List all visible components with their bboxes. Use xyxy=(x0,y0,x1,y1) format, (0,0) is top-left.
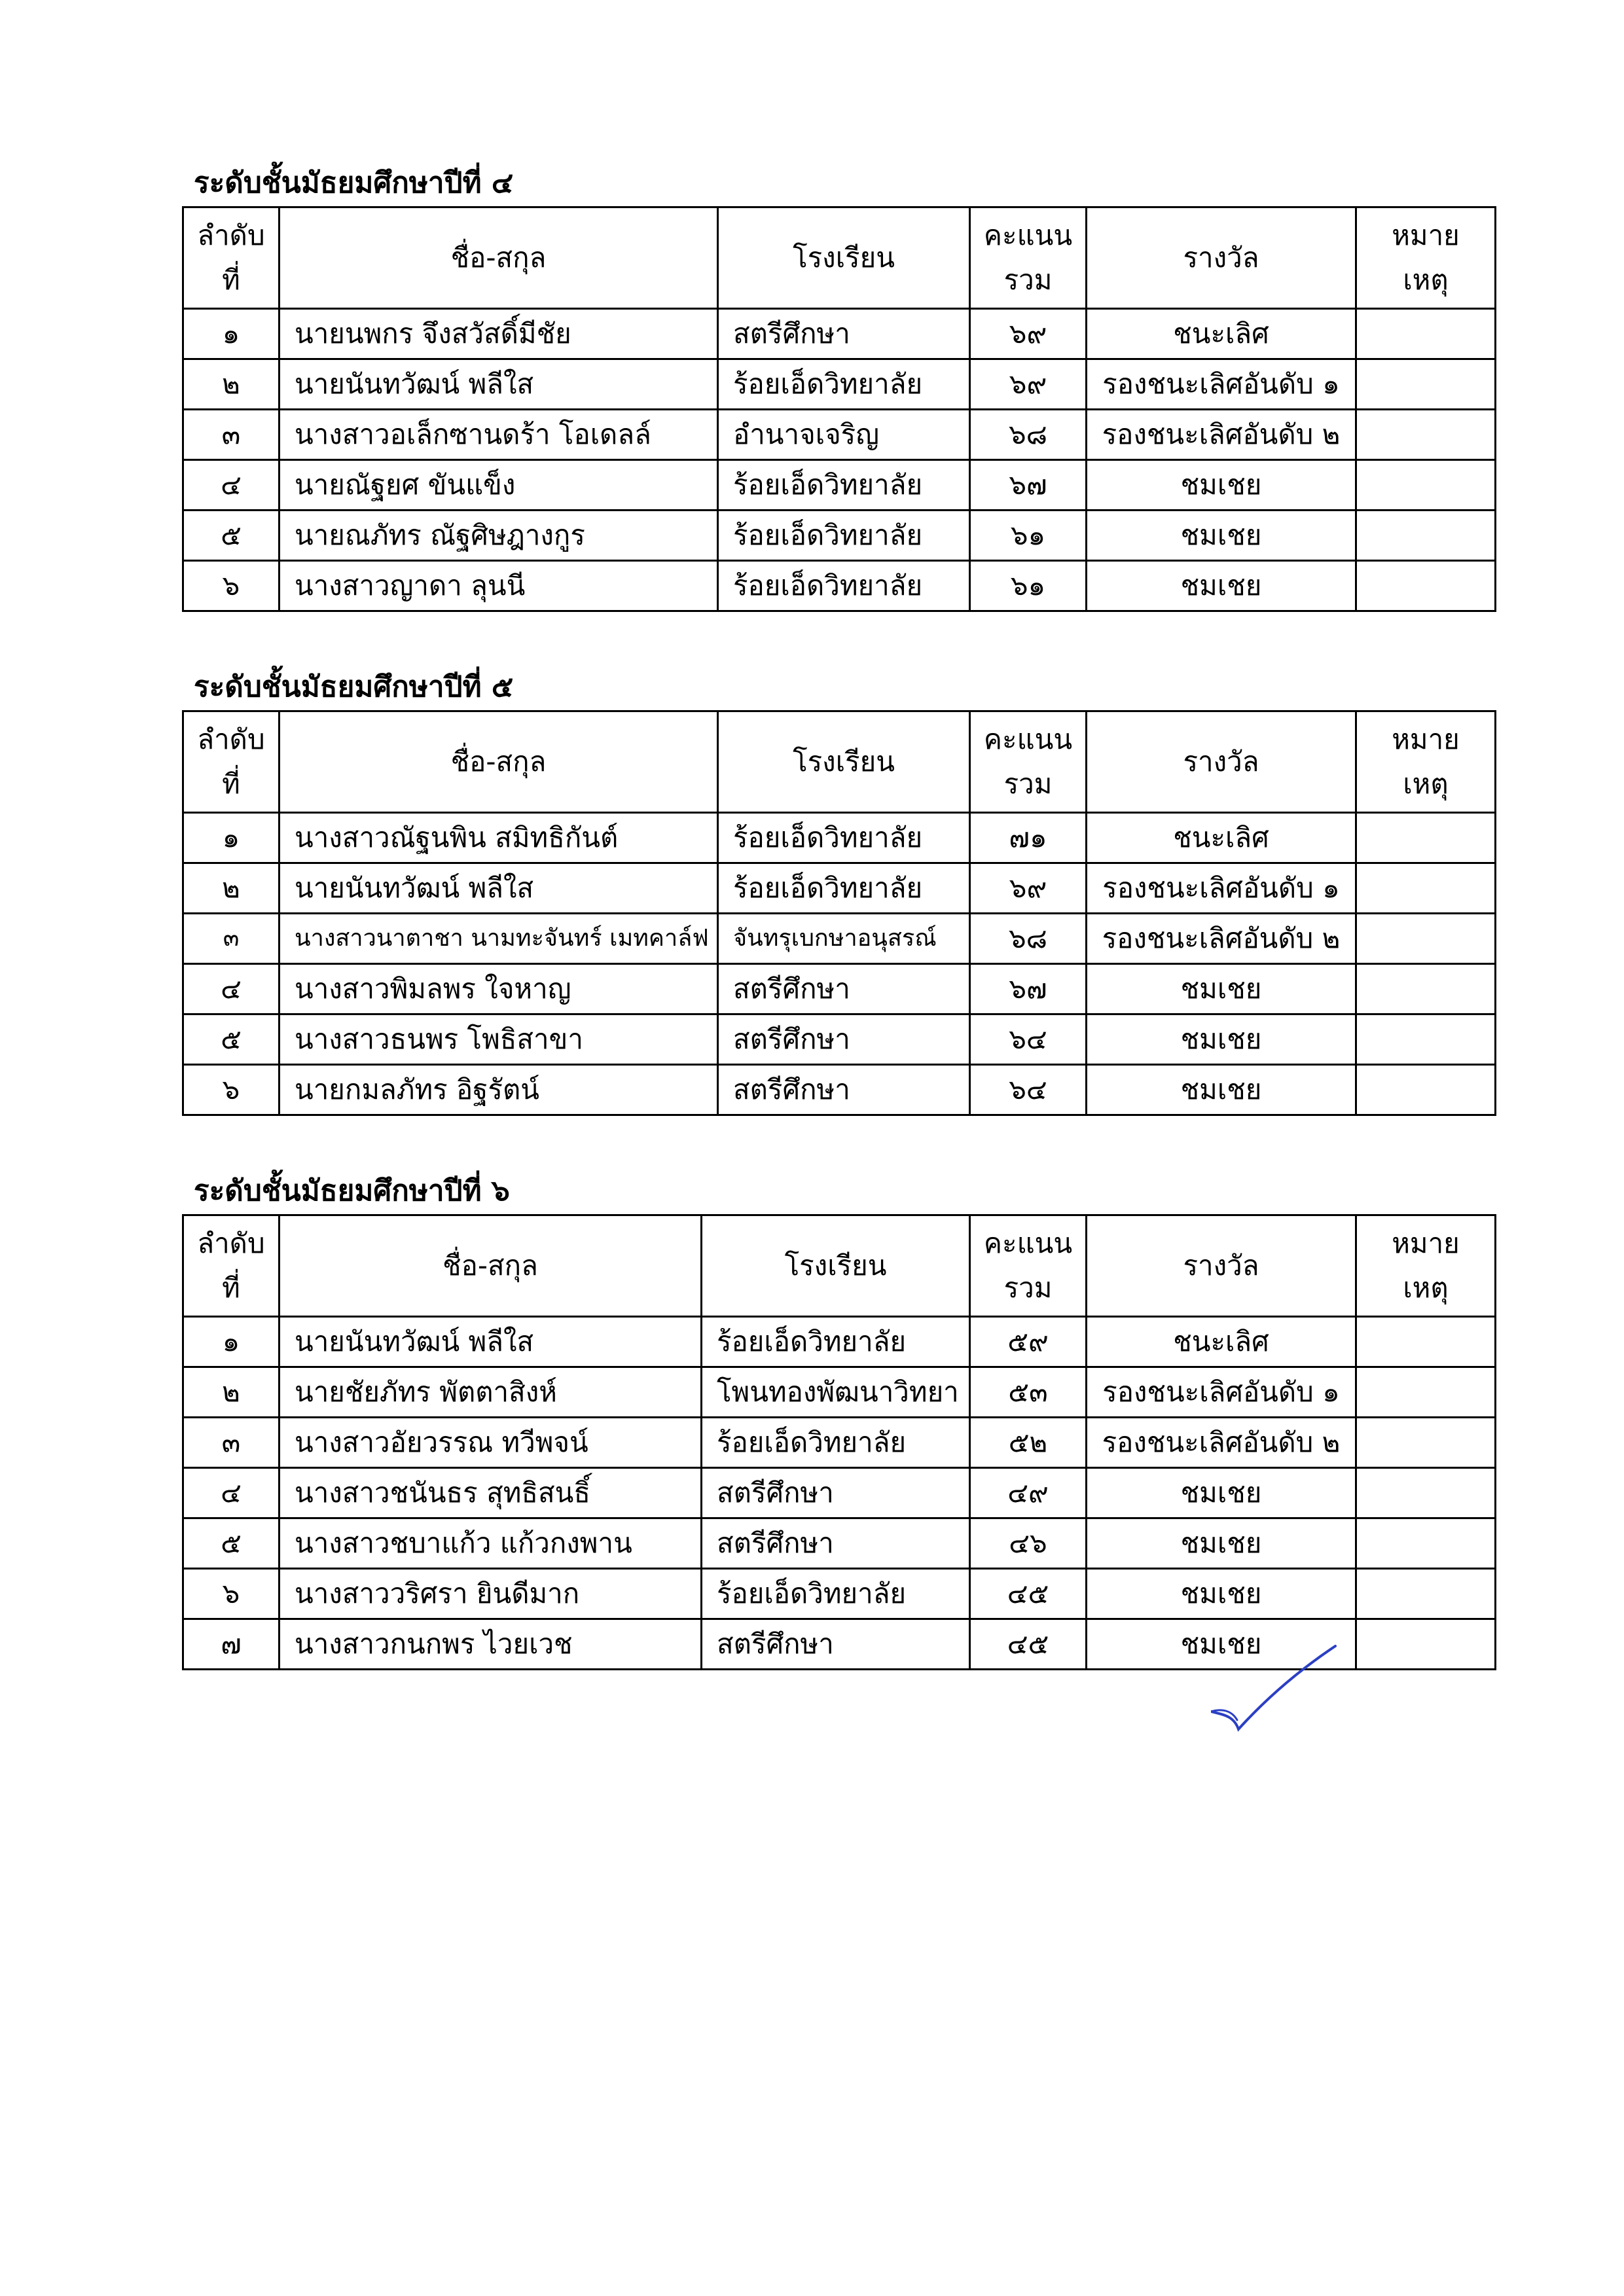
total-score-cell: ๖๗ xyxy=(970,460,1087,511)
header-school: โรงเรียน xyxy=(718,711,970,813)
note-cell xyxy=(1356,813,1496,863)
school-name-cell: สตรีศึกษา xyxy=(718,964,970,1014)
note-cell xyxy=(1356,1518,1496,1569)
award-cell: ชมเชย xyxy=(1087,1065,1356,1115)
note-cell xyxy=(1356,359,1496,410)
note-cell xyxy=(1356,1418,1496,1468)
row-number-cell: ๖ xyxy=(183,1065,280,1115)
header-award: รางวัล xyxy=(1087,207,1356,309)
row-number-cell: ๑ xyxy=(183,309,280,359)
row-number-cell: ๔ xyxy=(183,964,280,1014)
student-name-cell: นายนพกร จึงสวัสดิ์มีชัย xyxy=(280,309,718,359)
row-number-cell: ๒ xyxy=(183,359,280,410)
school-name-cell: สตรีศึกษา xyxy=(702,1518,970,1569)
total-score-cell: ๕๓ xyxy=(970,1367,1087,1418)
total-score-cell: ๖๘ xyxy=(970,410,1087,460)
student-name-cell: นายกมลภัทร อิฐรัตน์ xyxy=(280,1065,718,1115)
student-name-cell: นายชัยภัทร พัตตาสิงห์ xyxy=(280,1367,702,1418)
student-name-cell: นางสาววริศรา ยินดีมาก xyxy=(280,1569,702,1619)
student-name-cell: นายณัฐยศ ขันแข็ง xyxy=(280,460,718,511)
student-name-cell: นางสาวธนพร โพธิสาขา xyxy=(280,1014,718,1065)
total-score-cell: ๖๔ xyxy=(970,1065,1087,1115)
table-row xyxy=(183,1065,1496,1115)
award-cell: ชนะเลิศ xyxy=(1087,813,1356,863)
total-score-cell: ๔๖ xyxy=(970,1518,1087,1569)
school-name-cell: ร้อยเอ็ดวิทยาลัย xyxy=(718,813,970,863)
note-cell xyxy=(1356,863,1496,914)
school-name-cell: ร้อยเอ็ดวิทยาลัย xyxy=(718,460,970,511)
handwritten-checkmark-icon xyxy=(1211,1643,1342,1741)
section-m5 xyxy=(182,664,1494,1116)
row-number-cell: ๕ xyxy=(183,1518,280,1569)
award-cell: รองชนะเลิศอันดับ ๑ xyxy=(1087,1367,1356,1418)
header-school: โรงเรียน xyxy=(702,1215,970,1317)
award-cell: ชมเชย xyxy=(1087,511,1356,561)
total-score-cell: ๖๗ xyxy=(970,964,1087,1014)
total-score-cell: ๖๙ xyxy=(970,863,1087,914)
header-award: รางวัล xyxy=(1087,711,1356,813)
note-cell xyxy=(1356,1619,1496,1670)
award-cell: รองชนะเลิศอันดับ ๑ xyxy=(1087,863,1356,914)
student-name-cell: นางสาวนาตาชา นามทะจันทร์ เมทคาล์ฟ xyxy=(280,914,718,964)
table-header-row xyxy=(183,1215,1496,1317)
row-number-cell: ๖ xyxy=(183,561,280,611)
school-name-cell: ร้อยเอ็ดวิทยาลัย xyxy=(702,1317,970,1367)
table-row xyxy=(183,309,1496,359)
student-name-cell: นายนันทวัฒน์ พลีใส xyxy=(280,359,718,410)
note-cell xyxy=(1356,309,1496,359)
header-name: ชื่อ-สกุล xyxy=(280,207,718,309)
note-cell xyxy=(1356,511,1496,561)
total-score-cell: ๗๑ xyxy=(970,813,1087,863)
header-note: หมาย เหตุ xyxy=(1356,1215,1496,1317)
student-name-cell: นางสาวชบาแก้ว แก้วกงพาน xyxy=(280,1518,702,1569)
award-cell: ชมเชย xyxy=(1087,1569,1356,1619)
note-cell xyxy=(1356,1367,1496,1418)
note-cell xyxy=(1356,964,1496,1014)
award-cell: ชมเชย xyxy=(1087,460,1356,511)
row-number-cell: ๓ xyxy=(183,1418,280,1468)
note-cell xyxy=(1356,1014,1496,1065)
student-name-cell: นายณภัทร ณัฐศิษฎางกูร xyxy=(280,511,718,561)
table-row xyxy=(183,1317,1496,1367)
award-cell: ชนะเลิศ xyxy=(1087,309,1356,359)
row-number-cell: ๓ xyxy=(183,914,280,964)
student-name-cell: นางสาวญาดา ลุนนี xyxy=(280,561,718,611)
award-cell: ชมเชย xyxy=(1087,1518,1356,1569)
student-name-cell: นางสาวพิมลพร ใจหาญ xyxy=(280,964,718,1014)
school-name-cell: ร้อยเอ็ดวิทยาลัย xyxy=(702,1418,970,1468)
header-name: ชื่อ-สกุล xyxy=(280,711,718,813)
header-note: หมาย เหตุ xyxy=(1356,207,1496,309)
row-number-cell: ๔ xyxy=(183,1468,280,1518)
table-row xyxy=(183,410,1496,460)
table-row xyxy=(183,1367,1496,1418)
student-name-cell: นางสาวอัยวรรณ ทวีพจน์ xyxy=(280,1418,702,1468)
award-cell: รองชนะเลิศอันดับ ๑ xyxy=(1087,359,1356,410)
total-score-cell: ๖๑ xyxy=(970,561,1087,611)
student-name-cell: นายนันทวัฒน์ พลีใส xyxy=(280,1317,702,1367)
total-score-cell: ๔๕ xyxy=(970,1569,1087,1619)
header-note: หมาย เหตุ xyxy=(1356,711,1496,813)
total-score-cell: ๔๙ xyxy=(970,1468,1087,1518)
results-table xyxy=(182,206,1496,612)
header-score: คะแนน รวม xyxy=(970,711,1087,813)
total-score-cell: ๔๕ xyxy=(970,1619,1087,1670)
award-cell: ชมเชย xyxy=(1087,964,1356,1014)
award-cell: ชมเชย xyxy=(1087,561,1356,611)
student-name-cell: นางสาวชนันธร สุทธิสนธิ์ xyxy=(280,1468,702,1518)
school-name-cell: ร้อยเอ็ดวิทยาลัย xyxy=(718,561,970,611)
award-cell: ชนะเลิศ xyxy=(1087,1317,1356,1367)
table-row xyxy=(183,1569,1496,1619)
section-title: ระดับชั้นมัธยมศึกษาปีที่ ๖ xyxy=(194,1174,510,1208)
row-number-cell: ๓ xyxy=(183,410,280,460)
section-title: ระดับชั้นมัธยมศึกษาปีที่ ๔ xyxy=(194,166,514,200)
award-cell: ชมเชย xyxy=(1087,1468,1356,1518)
row-number-cell: ๖ xyxy=(183,1569,280,1619)
row-number-cell: ๑ xyxy=(183,813,280,863)
row-number-cell: ๕ xyxy=(183,1014,280,1065)
student-name-cell: นางสาวณัฐนพิน สมิทธิกันต์ xyxy=(280,813,718,863)
total-score-cell: ๖๙ xyxy=(970,309,1087,359)
award-cell: ชมเชย xyxy=(1087,1619,1356,1670)
note-cell xyxy=(1356,1569,1496,1619)
award-cell: รองชนะเลิศอันดับ ๒ xyxy=(1087,914,1356,964)
table-row xyxy=(183,813,1496,863)
total-score-cell: ๕๙ xyxy=(970,1317,1087,1367)
table-row xyxy=(183,359,1496,410)
section-m4 xyxy=(182,160,1494,612)
school-name-cell: อำนาจเจริญ xyxy=(718,410,970,460)
section-title: ระดับชั้นมัธยมศึกษาปีที่ ๕ xyxy=(194,670,514,704)
table-row xyxy=(183,561,1496,611)
note-cell xyxy=(1356,1065,1496,1115)
school-name-cell: สตรีศึกษา xyxy=(718,1065,970,1115)
header-name: ชื่อ-สกุล xyxy=(280,1215,702,1317)
note-cell xyxy=(1356,561,1496,611)
award-cell: รองชนะเลิศอันดับ ๒ xyxy=(1087,1418,1356,1468)
school-name-cell: ร้อยเอ็ดวิทยาลัย xyxy=(718,511,970,561)
school-name-cell: สตรีศึกษา xyxy=(702,1619,970,1670)
school-name-cell: จันทรุเบกษาอนุสรณ์ xyxy=(718,914,970,964)
row-number-cell: ๕ xyxy=(183,511,280,561)
table-header-row xyxy=(183,207,1496,309)
note-cell xyxy=(1356,410,1496,460)
table-row xyxy=(183,863,1496,914)
header-order: ลำดับ ที่ xyxy=(183,207,280,309)
table-row xyxy=(183,1518,1496,1569)
row-number-cell: ๒ xyxy=(183,863,280,914)
student-name-cell: นางสาวอเล็กซานดร้า โอเดลล์ xyxy=(280,410,718,460)
school-name-cell: สตรีศึกษา xyxy=(718,1014,970,1065)
total-score-cell: ๖๘ xyxy=(970,914,1087,964)
table-row xyxy=(183,914,1496,964)
header-school: โรงเรียน xyxy=(718,207,970,309)
student-name-cell: นายนันทวัฒน์ พลีใส xyxy=(280,863,718,914)
award-cell: รองชนะเลิศอันดับ ๒ xyxy=(1087,410,1356,460)
student-name-cell: นางสาวกนกพร ไวยเวช xyxy=(280,1619,702,1670)
table-row xyxy=(183,1468,1496,1518)
school-name-cell: ร้อยเอ็ดวิทยาลัย xyxy=(702,1569,970,1619)
header-order: ลำดับ ที่ xyxy=(183,1215,280,1317)
total-score-cell: ๕๒ xyxy=(970,1418,1087,1468)
header-score: คะแนน รวม xyxy=(970,1215,1087,1317)
row-number-cell: ๑ xyxy=(183,1317,280,1367)
school-name-cell: สตรีศึกษา xyxy=(702,1468,970,1518)
row-number-cell: ๒ xyxy=(183,1367,280,1418)
note-cell xyxy=(1356,914,1496,964)
results-table xyxy=(182,710,1496,1116)
note-cell xyxy=(1356,1317,1496,1367)
row-number-cell: ๔ xyxy=(183,460,280,511)
header-score: คะแนน รวม xyxy=(970,207,1087,309)
header-award: รางวัล xyxy=(1087,1215,1356,1317)
section-m6 xyxy=(182,1168,1494,1670)
table-row xyxy=(183,511,1496,561)
school-name-cell: สตรีศึกษา xyxy=(718,309,970,359)
results-table xyxy=(182,1214,1496,1670)
school-name-cell: ร้อยเอ็ดวิทยาลัย xyxy=(718,359,970,410)
total-score-cell: ๖๑ xyxy=(970,511,1087,561)
row-number-cell: ๗ xyxy=(183,1619,280,1670)
table-row xyxy=(183,460,1496,511)
note-cell xyxy=(1356,460,1496,511)
table-row xyxy=(183,1014,1496,1065)
table-row xyxy=(183,964,1496,1014)
table-header-row xyxy=(183,711,1496,813)
total-score-cell: ๖๙ xyxy=(970,359,1087,410)
total-score-cell: ๖๔ xyxy=(970,1014,1087,1065)
award-cell: ชมเชย xyxy=(1087,1014,1356,1065)
header-order: ลำดับ ที่ xyxy=(183,711,280,813)
school-name-cell: ร้อยเอ็ดวิทยาลัย xyxy=(718,863,970,914)
note-cell xyxy=(1356,1468,1496,1518)
table-row xyxy=(183,1418,1496,1468)
school-name-cell: โพนทองพัฒนาวิทยา xyxy=(702,1367,970,1418)
